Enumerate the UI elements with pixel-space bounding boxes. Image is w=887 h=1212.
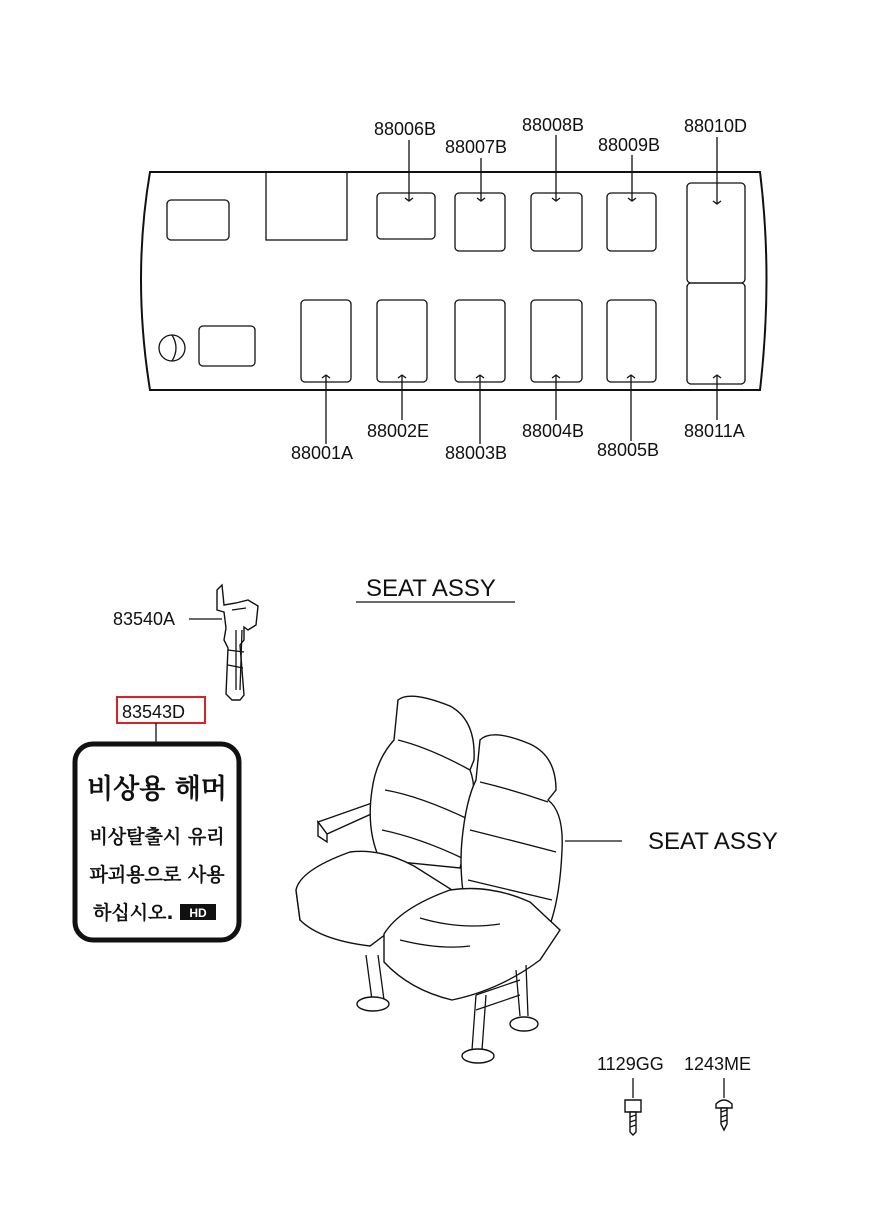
steering-wheel-icon <box>159 335 185 361</box>
seat-88008 <box>531 193 582 251</box>
bolt-label: 1129GG <box>597 1054 664 1074</box>
decal-line3: 파괴용으로 사용 <box>89 864 225 886</box>
label-88001: 88001A <box>291 443 354 463</box>
label-88010: 88010D <box>684 116 748 136</box>
double-seat-illustration <box>296 696 562 1063</box>
label-88007: 88007B <box>445 137 508 157</box>
bus-floor-layout <box>141 115 767 463</box>
bolt-icon <box>625 1100 641 1135</box>
label-88008: 88008B <box>522 115 585 135</box>
bus-outline <box>141 172 767 390</box>
seat-assy-section <box>75 575 778 1135</box>
label-88002: 88002E <box>367 421 430 441</box>
seat-88007 <box>455 193 505 251</box>
label-88003: 88003B <box>445 443 508 463</box>
seat-88005 <box>607 300 656 382</box>
seat-assy-label: SEAT ASSY <box>648 828 778 855</box>
label-88004: 88004B <box>522 421 585 441</box>
label-88011: 88011A <box>684 421 745 441</box>
seat-88009 <box>607 193 656 251</box>
label-88005: 88005B <box>597 440 660 460</box>
seat-88004 <box>531 300 582 382</box>
decal-line1: 비상용 해머 <box>87 774 227 805</box>
hammer-label: 83540A <box>113 609 176 629</box>
decal-logo-text: HD <box>189 906 207 920</box>
label-88009: 88009B <box>598 135 661 155</box>
decal-label: 83543D <box>122 702 186 722</box>
decal-line4: 하십시오. <box>93 902 174 924</box>
seat-88011 <box>687 283 745 384</box>
emergency-hammer-icon <box>217 585 258 700</box>
entry-step <box>266 172 347 240</box>
screw-label: 1243ME <box>684 1054 752 1074</box>
label-88006: 88006B <box>374 119 437 139</box>
seat-88002 <box>377 300 427 382</box>
screw-icon <box>716 1100 732 1130</box>
emergency-hammer-decal <box>75 744 239 940</box>
seat-88003 <box>455 300 505 382</box>
seat-88006 <box>377 193 435 239</box>
section-title: SEAT ASSY <box>366 575 496 602</box>
front-panel <box>167 200 229 240</box>
driver-seat <box>199 326 255 366</box>
seat-88010 <box>687 183 745 283</box>
seat-88001 <box>301 300 351 382</box>
decal-line2: 비상탈출시 유리 <box>89 826 225 848</box>
